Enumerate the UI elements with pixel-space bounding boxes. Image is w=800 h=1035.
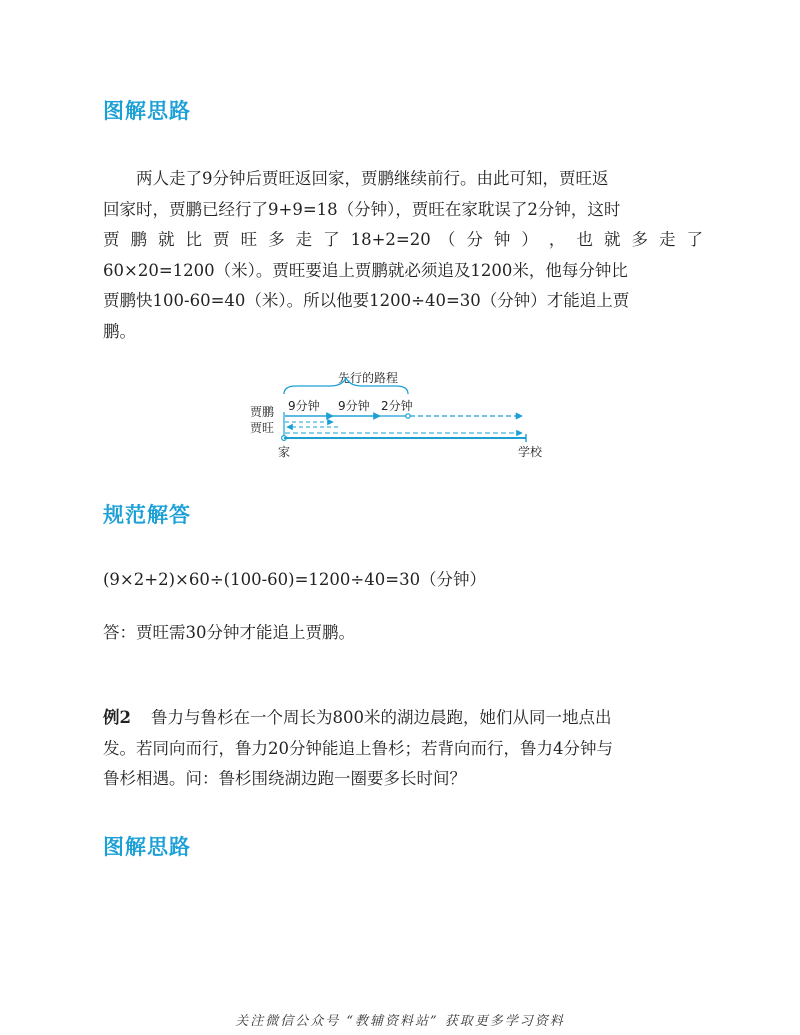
footer-note: 关注微信公众号 “教辅资料站” 获取更多学习资料 [235,1014,565,1029]
jiapeng-marker-point [406,414,410,418]
example-2-label: 例2 [103,708,131,727]
person-label-jiawang: 贾旺 [250,421,275,435]
example-2-line-3: 鲁杉相遇。问：鲁杉围绕湖边跑一圈要多长时间？ [103,769,466,788]
section-heading-solution: 规范解答 [103,503,191,527]
brace-label: 先行的路程 [338,371,399,385]
section-heading-analysis-2: 图解思路 [103,835,191,859]
analysis-line-5: 贾鹏快100-60=40（米）。所以他要1200÷40=30（分钟）才能追上贾 [103,291,630,310]
solution-formula: (9×2+2)×60÷(100-60)=1200÷40=30（分钟） [103,570,487,589]
analysis-line-6: 鹏。 [103,321,136,341]
route-diagram [248,366,558,466]
analysis-line-4: 60×20=1200（米）。贾旺要追上贾鹏就必须追及1200米，他每分钟比 [103,260,628,280]
example-2-line-1: 例2 鲁力与鲁杉在一个周长为800米的湖边晨跑，她们从同一地点出 [103,708,612,727]
analysis-paragraph [103,164,703,347]
end-label-school: 学校 [518,445,543,459]
segment-label-2: 9分钟 [338,399,370,413]
segment-label-1: 9分钟 [288,399,320,413]
analysis-line-1: 两人走了9分钟后贾旺返回家，贾鹏继续前行。由此可知，贾旺返 [136,169,609,188]
analysis-line-3: 贾 鹏 就 比 贾 旺 多 走 了 18+2=20 （ 分 钟 ） ， 也 就 多 走 了 [103,230,703,249]
person-label-jiapeng: 贾鹏 [250,405,275,419]
example-2-line-2: 发。若同向而行，鲁力20分钟能追上鲁杉；若背向而行，鲁力4分钟与 [103,738,613,758]
start-label-home: 家 [278,445,291,459]
section-heading-analysis: 图解思路 [103,99,191,123]
solution-answer: 答：贾旺需30分钟才能追上贾鹏。 [103,623,355,642]
segment-label-3: 2分钟 [381,399,413,413]
analysis-line-2: 回家时，贾鹏已经行了9+9=18（分钟），贾旺在家耽误了2分钟，这时 [103,199,621,219]
example-2-problem [103,703,703,795]
